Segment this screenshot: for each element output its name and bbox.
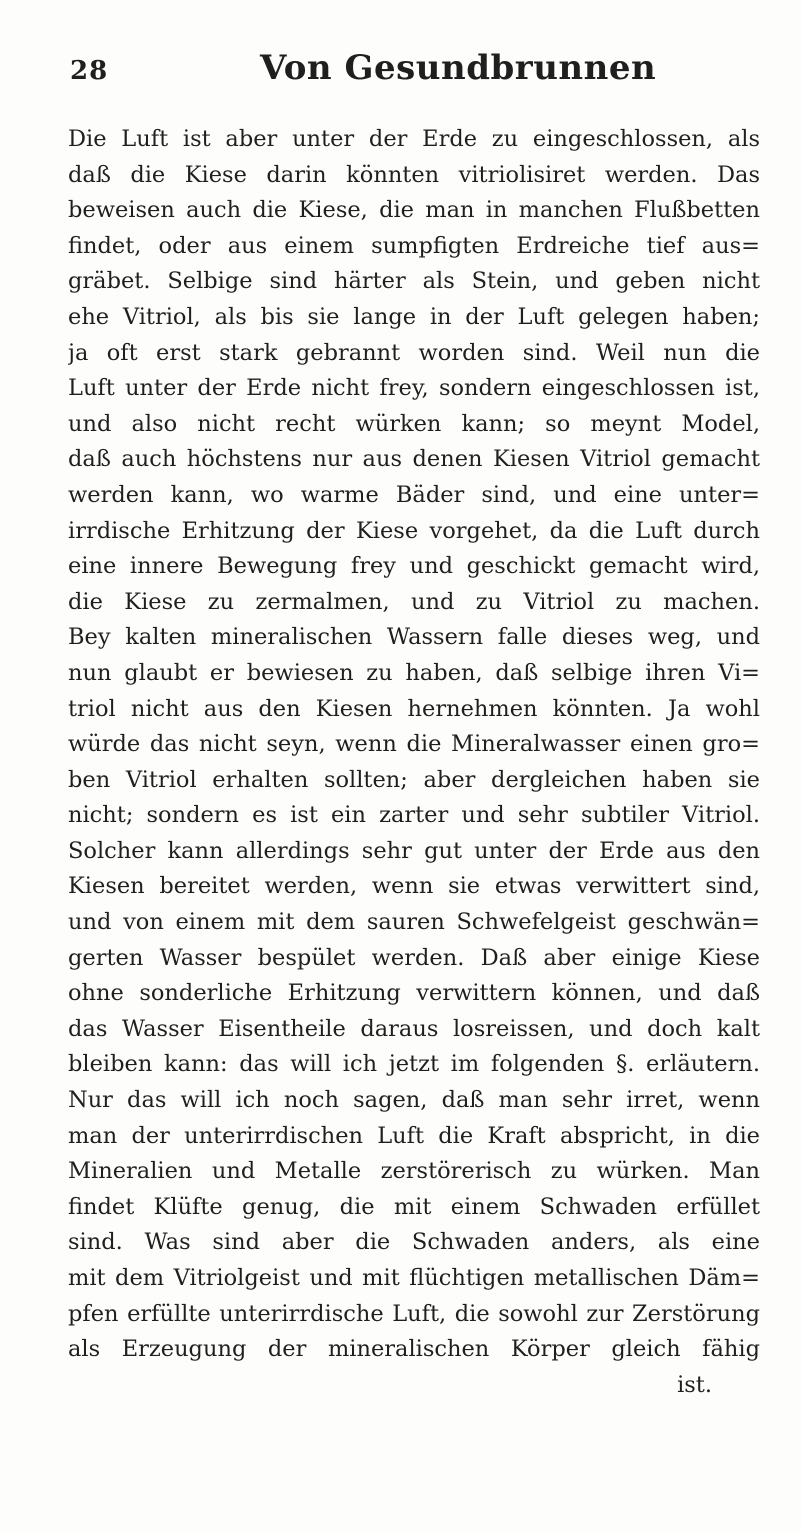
text-line: ehe Vitriol, als bis sie lange in der Luft gelegen haben; (68, 303, 760, 330)
text-line: Kiesen bereitet werden, wenn sie etwas verwittert sind, (68, 873, 760, 900)
text-line: bleiben kann: das will ich jetzt im folgenden §. erläutern. (68, 1051, 760, 1078)
text-line: gräbet. Selbige sind härter als Stein, und geben nicht (68, 268, 760, 295)
text-line: Mineralien und Metalle zerstörerisch zu würken. Man (68, 1158, 760, 1185)
text-line: findet, oder aus einem sumpfigten Erdreiche tief aus= (68, 232, 760, 259)
text-line: Nur das will ich noch sagen, daß man sehr irret, wenn (68, 1087, 760, 1114)
text-line: triol nicht aus den Kiesen hernehmen könnten. Ja wohl (68, 695, 760, 722)
page-number: 28 (70, 56, 109, 86)
text-line: mit dem Vitriolgeist und mit flüchtigen metallischen Däm= (68, 1265, 760, 1291)
text-line: ja oft erst stark gebrannt worden sind. Weil nun die (68, 339, 760, 366)
text-line: nun glaubt er bewiesen zu haben, daß selbige ihren Vi= (68, 659, 760, 686)
text-line: gerten Wasser bespület werden. Daß aber einige Kiese (68, 944, 760, 971)
text-line: daß die Kiese darin könnten vitriolisiret werden. Das (68, 161, 760, 188)
text-line: irrdische Erhitzung der Kiese vorgehet, da die Luft durch (68, 517, 760, 544)
text-line: beweisen auch die Kiese, die man in manchen Flußbetten (68, 197, 760, 224)
text-line: findet Klüfte genug, die mit einem Schwaden erfüllet (68, 1193, 760, 1220)
text-line: sind. Was sind aber die Schwaden anders, als eine (68, 1229, 760, 1256)
text-line: pfen erfüllte unterirrdische Luft, die sowohl zur Zerstörung (68, 1300, 760, 1327)
text-line: die Kiese zu zermalmen, und zu Vitriol zu machen. (68, 588, 760, 615)
text-line: ohne sonderliche Erhitzung verwittern können, und daß (68, 980, 760, 1007)
text-line-final: ist. (677, 1371, 712, 1398)
text-line: Bey kalten mineralischen Wassern falle dieses weg, und (68, 624, 760, 651)
page-header (70, 44, 760, 92)
body-text (68, 122, 760, 1403)
text-line: ben Vitriol erhalten sollten; aber dergleichen haben sie (68, 766, 760, 793)
text-line: daß auch höchstens nur aus denen Kiesen Vitriol gemacht (68, 446, 760, 473)
text-line: Solcher kann allerdings sehr gut unter der Erde aus den (68, 837, 760, 864)
text-line: Luft unter der Erde nicht frey, sondern eingeschlossen ist, (68, 375, 760, 402)
text-line: man der unterirrdischen Luft die Kraft abspricht, in die (68, 1122, 760, 1149)
text-line: das Wasser Eisentheile daraus losreissen, und doch kalt (68, 1015, 760, 1042)
text-line: würde das nicht seyn, wenn die Mineralwasser einen gro= (68, 731, 760, 758)
text-line: und also nicht recht würken kann; so meynt Model, (68, 410, 760, 437)
text-line: werden kann, wo warme Bäder sind, und eine unter= (68, 481, 760, 508)
text-line: nicht; sondern es ist ein zarter und sehr subtiler Vitriol. (68, 802, 760, 829)
text-line: als Erzeugung der mineralischen Körper gleich fähig (68, 1336, 760, 1363)
running-title: Von Gesundbrunnen (260, 48, 657, 88)
text-line: und von einem mit dem sauren Schwefelgeist geschwän= (68, 909, 760, 936)
text-line: Die Luft ist aber unter der Erde zu eingeschlossen, als (68, 126, 760, 152)
text-line: eine innere Bewegung frey und geschickt gemacht wird, (68, 553, 760, 580)
